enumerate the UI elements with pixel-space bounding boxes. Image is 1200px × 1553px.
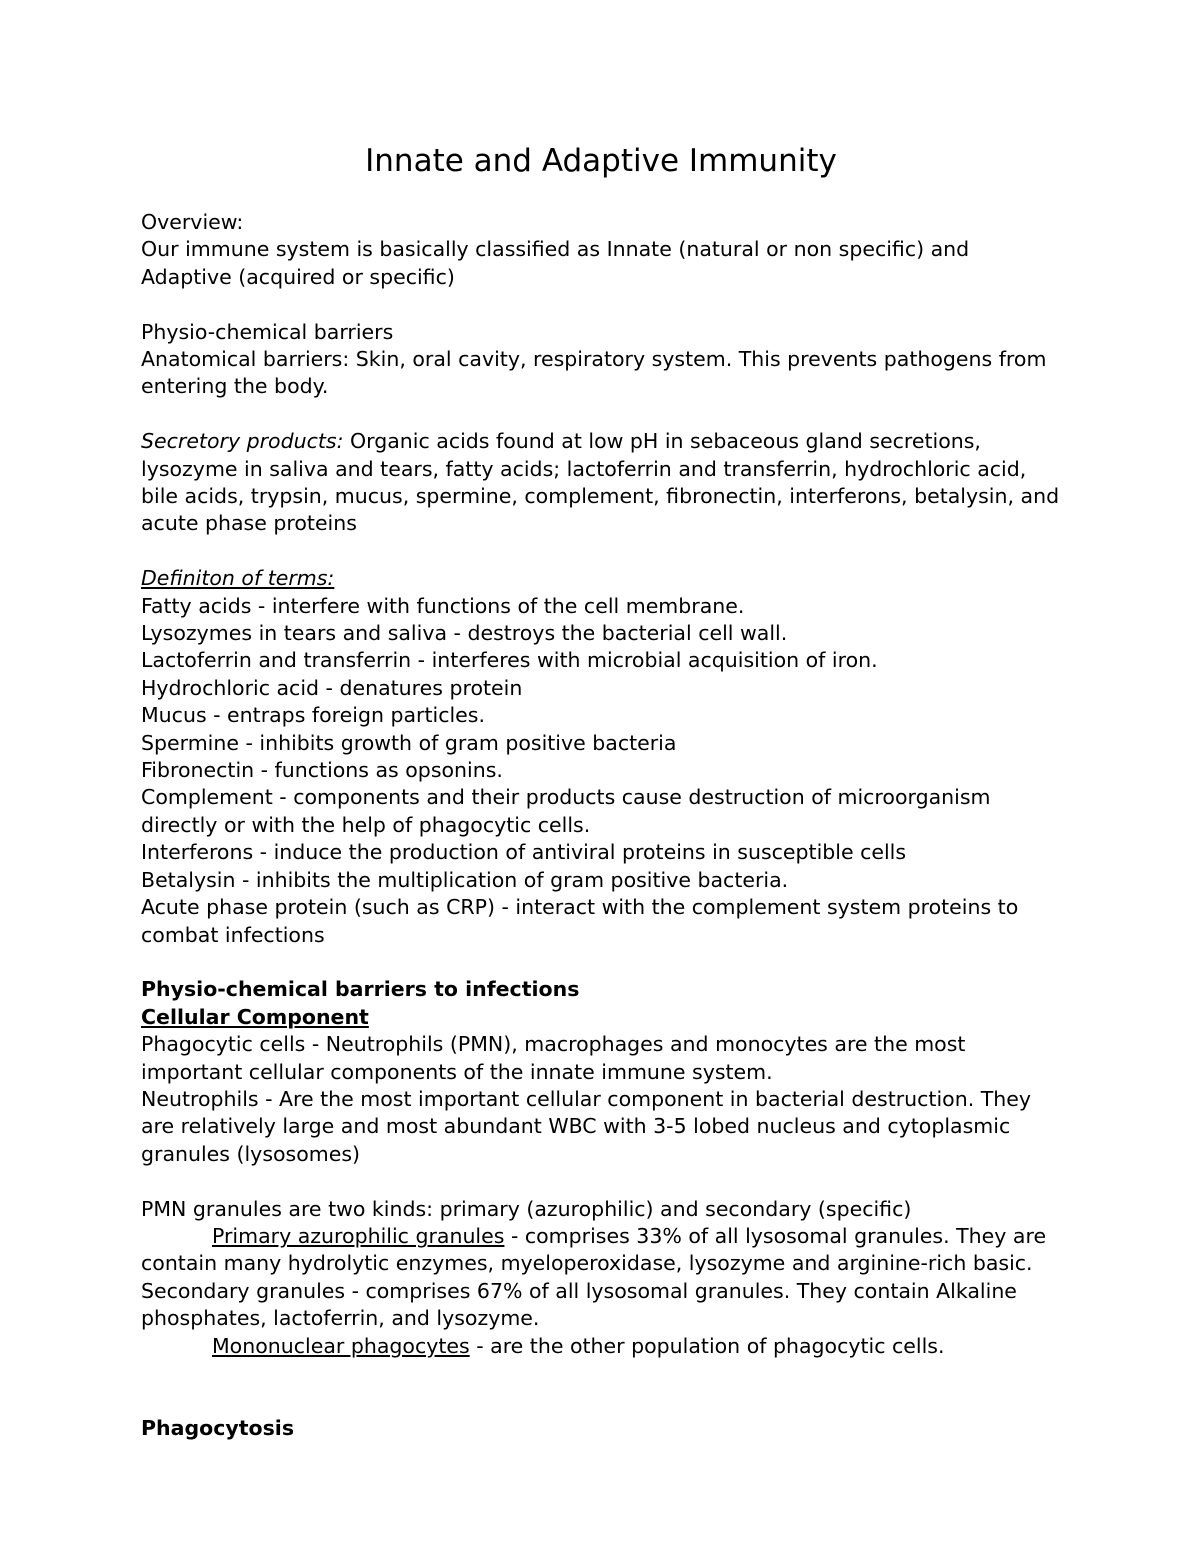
definition-item: Mucus - entraps foreign particles. <box>141 703 485 728</box>
mononuclear-paragraph <box>141 1333 1061 1360</box>
document-title: Innate and Adaptive Immunity <box>365 143 837 179</box>
secretory-label: Secretory products: <box>141 429 344 454</box>
spacer <box>141 401 1061 428</box>
definition-item: Fatty acids - interfere with functions of the cell membrane. <box>141 593 745 618</box>
secretory-text: Organic acids found at low pH in sebaceous gland secretions, lysozyme in saliva and tears, fatty acids; lactoferrin and transferrin, hydrochloric acid, bile acids, trypsin, mucus, spermine, complement, fibronectin, interferons, betalysin, and acute phase proteins <box>141 429 1060 536</box>
definition-item: Interferons - induce the production of antiviral proteins in susceptible cells <box>141 840 907 865</box>
definition-item: Betalysin - inhibits the multiplication of gram positive bacteria. <box>141 867 789 892</box>
barriers-heading: Physio-chemical barriers <box>141 319 394 344</box>
definition-item: Acute phase protein (such as CRP) - interact with the complement system proteins to combat infections <box>141 895 1019 947</box>
primary-granules-paragraph <box>141 1223 1061 1278</box>
cellular-component-heading: Cellular Component <box>141 1004 369 1029</box>
phagocytosis-heading: Phagocytosis <box>141 1415 295 1440</box>
secretory-paragraph <box>141 428 1061 538</box>
spacer <box>141 949 1061 976</box>
definition-item: Hydrochloric acid - denatures protein <box>141 675 523 700</box>
primary-granules-label: Primary azurophilic granules <box>212 1223 505 1248</box>
anatomical-barriers-text: Anatomical barriers: Skin, oral cavity, respiratory system. This prevents pathogens from entering the body. <box>141 347 1047 399</box>
spacer <box>141 1360 1061 1387</box>
overview-text: Our immune system is basically classified as Innate (natural or non specific) and Adaptive (acquired or specific) <box>141 237 970 289</box>
spacer <box>141 291 1061 318</box>
definition-item: Lysozymes in tears and saliva - destroys the bacterial cell wall. <box>141 621 788 646</box>
definition-item: Lactoferrin and transferrin - interferes with microbial acquisition of iron. <box>141 648 878 673</box>
definition-item: Fibronectin - functions as opsonins. <box>141 758 503 783</box>
overview-heading: Overview: <box>141 210 244 234</box>
spacer <box>141 1387 1061 1414</box>
spacer <box>141 538 1061 565</box>
granules-intro: PMN granules are two kinds: primary (azurophilic) and secondary (specific) <box>141 1196 912 1221</box>
document-page <box>141 141 1061 1442</box>
primary-granules-text: - comprises 33% of all lysosomal granules. They are contain many hydrolytic enzymes, myeloperoxidase, lysozyme and arginine-rich basic. <box>141 1223 1047 1276</box>
mononuclear-text: - are the other population of phagocytic cells. <box>469 1333 945 1358</box>
infections-heading: Physio-chemical barriers to infections <box>141 977 580 1002</box>
definition-item: Spermine - inhibits growth of gram positive bacteria <box>141 730 677 755</box>
mononuclear-label: Mononuclear phagocytes <box>212 1333 470 1358</box>
spacer <box>141 1168 1061 1195</box>
neutrophils-text: Neutrophils - Are the most important cellular component in bacterial destruction. They are relatively large and most abundant WBC with 3-5 lobed nucleus and cytoplasmic granules (lysosomes) <box>141 1086 1031 1166</box>
phagocytic-cells-text: Phagocytic cells - Neutrophils (PMN), macrophages and monocytes are the most important cellular components of the innate immune system. <box>141 1032 966 1084</box>
definition-item: Complement - components and their products cause destruction of microorganism directly or with the help of phagocytic cells. <box>141 785 991 837</box>
secondary-granules-text: Secondary granules - comprises 67% of all lysosomal granules. They contain Alkaline phosphates, lactoferrin, and lysozyme. <box>141 1278 1017 1331</box>
definitions-heading: Definiton of terms: <box>141 566 335 591</box>
